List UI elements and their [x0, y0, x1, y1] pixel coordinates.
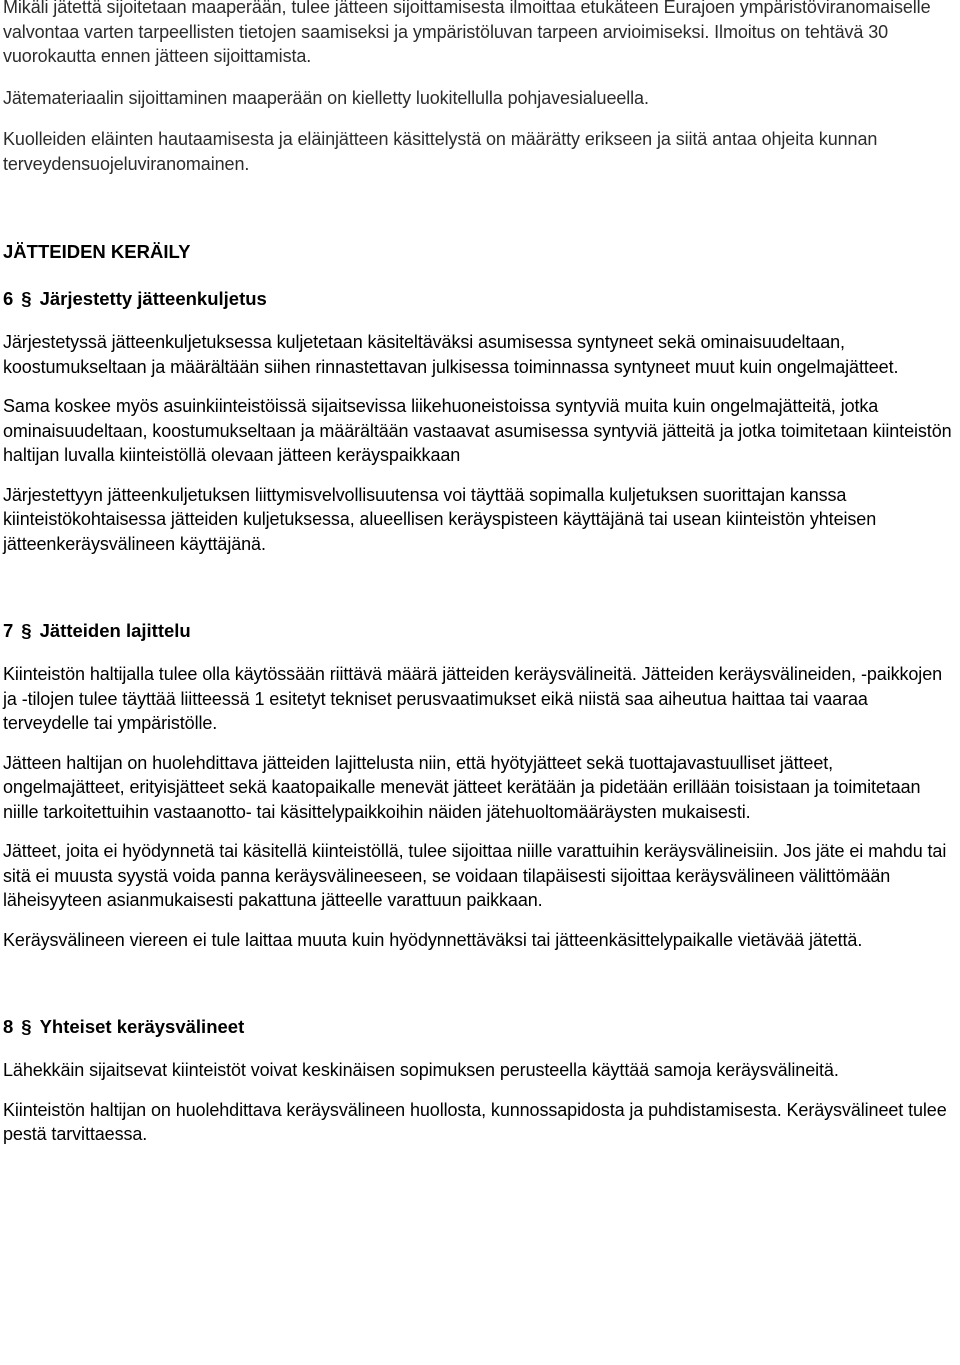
section-7-paragraph-4: Keräysvälineen viereen ei tule laittaa muuta kuin hyödynnettäväksi tai jätteenkäsittelypaikalle vietävää jätettä.	[3, 929, 863, 950]
section-6-paragraph-2: Sama koskee myös asuinkiinteistöissä sijaitsevissa liikehuoneistoissa syntyviä muita kuin ongelmajätteitä, jotka ominaisuudeltaan, koostumukseltaan ja määrältään vastaavat asumisessa syntyviä jätteitä ja jotka toimitetaan kiinteistön haltijan luvalla kiinteistöllä olevaan jätteen keräyspaikkaan	[3, 396, 952, 465]
section-number: 7	[3, 620, 14, 641]
section-sign-icon: §	[21, 288, 32, 309]
intro-paragraph-3: Kuolleiden eläinten hautaamisesta ja eläinjätteen käsittelystä on määrätty erikseen ja siitä antaa ohjeita kunnan terveydensuojeluviranomainen.	[3, 129, 878, 174]
section-8-paragraph-2: Kiinteistön haltijan on huolehdittava keräysvälineen huollosta, kunnossapidosta ja puhdistamisesta. Keräysvälineet tulee pestä tarvittaessa.	[3, 1099, 947, 1144]
section-title: Järjestetty jätteenkuljetus	[39, 288, 267, 309]
section-title: Jätteiden lajittelu	[39, 620, 191, 641]
section-6-heading	[3, 287, 958, 311]
section-number: 6	[3, 288, 14, 309]
section-7-paragraph-1: Kiinteistön haltijalla tulee olla käytössään riittävä määrä jätteiden keräysvälineitä. Jätteiden keräysvälineiden, -paikkojen ja -tilojen tulee täyttää liitteessä 1 esitetyt tekniset perusvaatimukset eikä niistä saa aiheutua haittaa tai vaaraa terveydelle tai ympäristölle.	[3, 664, 943, 733]
intro-paragraph-1: Mikäli jätettä sijoitetaan maaperään, tulee jätteen sijoittamisesta ilmoittaa etukäteen Eurajoen ympäristöviranomaiselle valvontaa varten tarpeellisten tietojen saamiseksi ja ympäristöluvan tarpeen arvioimiseksi. Ilmoitus on tehtävä 30 vuorokautta ennen jätteen sijoittamista.	[3, 0, 931, 66]
section-number: 8	[3, 1016, 14, 1037]
section-sign-icon: §	[21, 1016, 32, 1037]
intro-paragraph-2: Jätemateriaalin sijoittaminen maaperään on kielletty luokitellulla pohjavesialueella.	[3, 87, 649, 108]
section-8-heading	[3, 1015, 958, 1039]
chapter-heading: JÄTTEIDEN KERÄILY	[3, 241, 191, 262]
section-sign-icon: §	[21, 620, 32, 641]
section-6-paragraph-1: Järjestetyssä jätteenkuljetuksessa kuljetetaan käsiteltäväksi asumisessa syntyneet sekä ominaisuudeltaan, koostumukseltaan ja määrältään siihen rinnastettavan julkisessa toiminnassa syntyneet muut kuin ongelmajätteet.	[3, 332, 899, 377]
section-7-paragraph-3: Jätteet, joita ei hyödynnetä tai käsitellä kiinteistöllä, tulee sijoittaa niille varattuihin keräysvälineisiin. Jos jäte ei mahdu tai sitä ei muusta syystä voida panna keräysvälineeseen, se voidaan tilapäisesti sijoittaa keräysvälineen välittömään läheisyyteen asianmukaisesti pakattuna jätteelle varattuun paikkaan.	[3, 841, 947, 910]
section-8-paragraph-1: Lähekkäin sijaitsevat kiinteistöt voivat keskinäisen sopimuksen perusteella käyttää samoja keräysvälineitä.	[3, 1060, 839, 1080]
section-7-paragraph-2: Jätteen haltijan on huolehdittava jätteiden lajittelusta niin, että hyötyjätteet sekä tuottajavastuulliset jätteet, ongelmajätteet, erityisjätteet sekä kaatopaikalle menevät jätteet kerätään ja pidetään erillään toisistaan ja toimitetaan niille tarkoitettuihin vastaanotto- tai käsittelypaikkoihin näiden jätehuoltomääräysten mukaisesti.	[3, 752, 921, 822]
section-7-heading	[3, 619, 958, 643]
section-6-paragraph-3: Järjestettyyn jätteenkuljetuksen liittymisvelvollisuutensa voi täyttää sopimalla kuljetuksen suorittajan kanssa kiinteistökohtaisessa jätteiden kuljetuksessa, alueellisen keräyspisteen käyttäjänä tai usean kiinteistön yhteisen jätteenkeräysvälineen käyttäjänä.	[3, 484, 877, 554]
section-title: Yhteiset keräysvälineet	[39, 1016, 245, 1037]
